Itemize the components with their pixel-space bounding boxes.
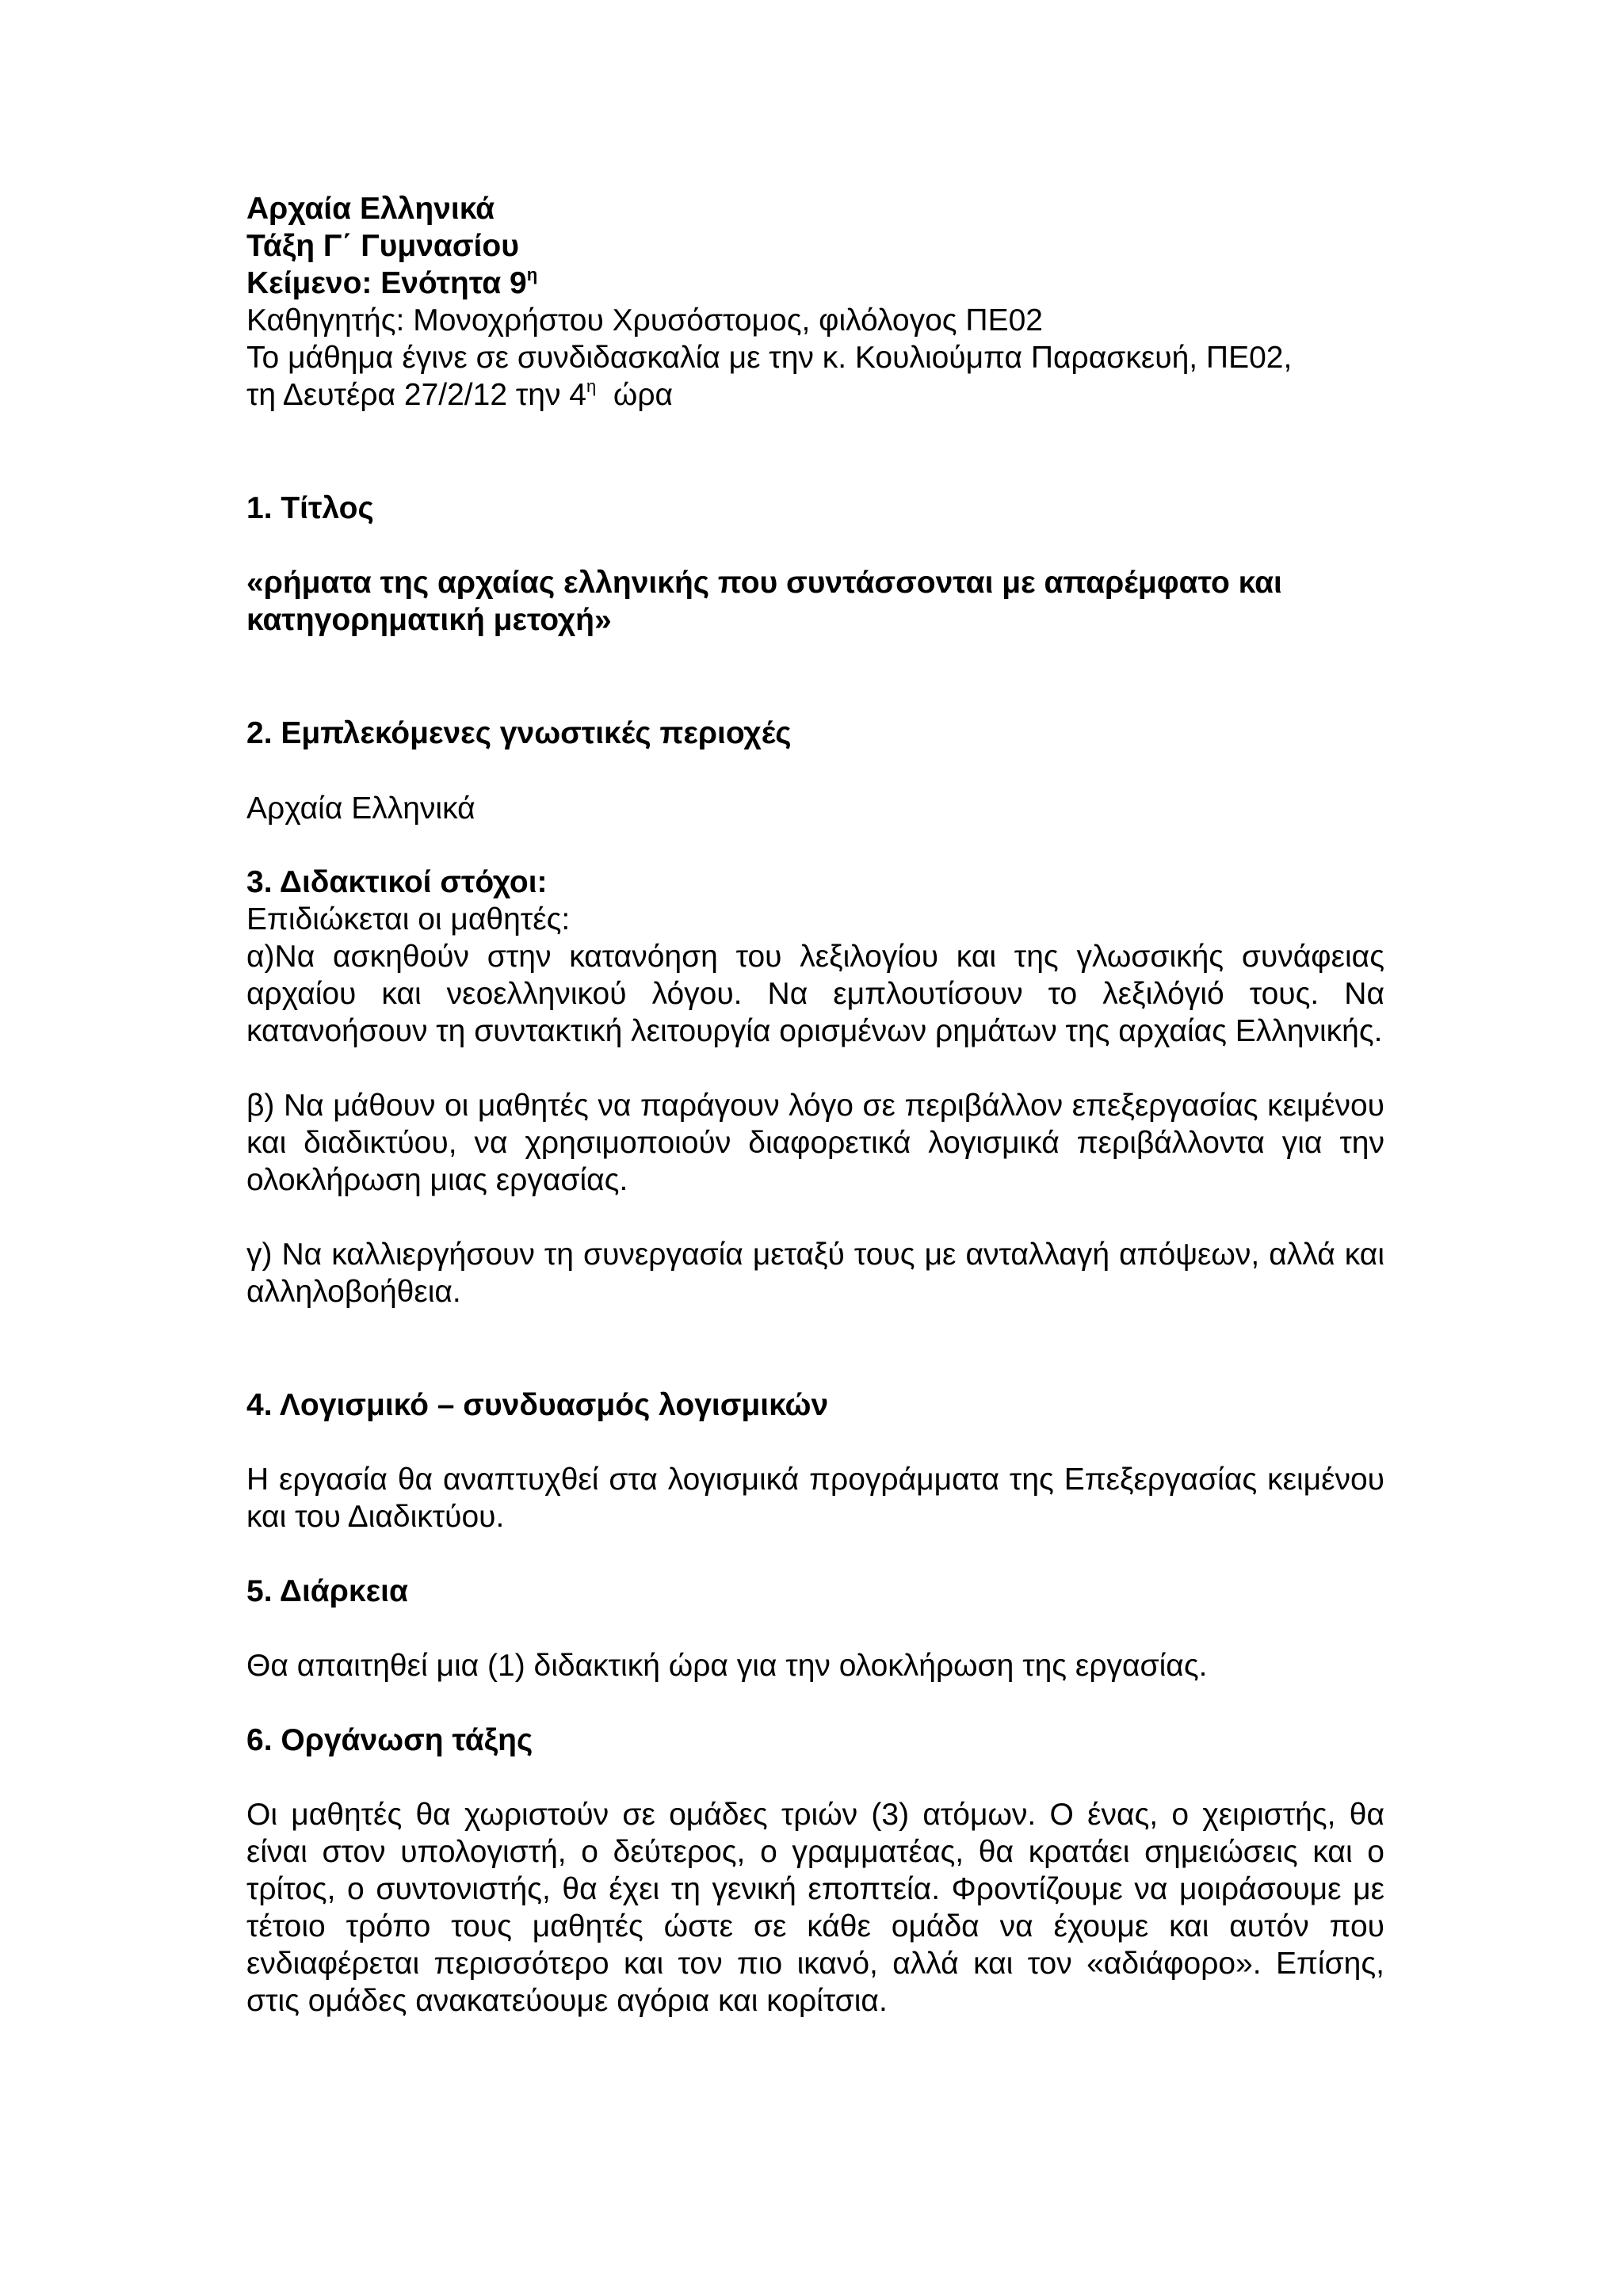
- subject-line: Αρχαία Ελληνικά: [246, 192, 495, 226]
- class-line: Τάξη Γ΄ Γυμνασίου: [246, 229, 519, 263]
- date-suffix: ώρα: [596, 378, 674, 412]
- section-duration-heading: 5. Διάρκεια: [246, 1574, 408, 1608]
- goals-intro: Επιδιώκεται οι μαθητές:: [246, 902, 571, 936]
- document-content: [246, 190, 1384, 2019]
- text-unit-label: Κείμενο: Ενότητα 9: [246, 266, 527, 300]
- section-areas-heading: 2. Εμπλεκόμενες γνωστικές περιοχές: [246, 716, 792, 750]
- goal-a: α)Να ασκηθούν στην κατανόηση του λεξιλογίου και της γλωσσικής συνάφειας αρχαίου και νεοελληνικού λόγου. Να εμπλουτίσουν το λεξιλόγιό τους. Να κατανοήσουν τη συντακτική λειτουργία ορισμένων ρημάτων της αρχαίας Ελληνικής.: [246, 940, 1384, 1048]
- goal-b: β) Να μάθουν οι μαθητές να παράγουν λόγο σε περιβάλλον επεξεργασίας κειμένου και διαδικτύου, να χρησιμοποιούν διαφορετικά λογισμικά περιβάλλοντα για την ολοκλήρωση μιας εργασίας.: [246, 1089, 1384, 1197]
- section-software-text: Η εργασία θα αναπτυχθεί στα λογισμικά προγράμματα της Επεξεργασίας κειμένου και του Διαδικτύου.: [246, 1463, 1384, 1534]
- text-unit-superscript: η: [526, 265, 538, 284]
- date-superscript: η: [586, 376, 597, 396]
- section-duration-text: Θα απαιτηθεί μια (1) διδακτική ώρα για την ολοκλήρωση της εργασίας.: [246, 1649, 1208, 1683]
- section-goals-heading: 3. Διδακτικοί στόχοι:: [246, 865, 548, 899]
- section-organization-text: Οι μαθητές θα χωριστούν σε ομάδες τριών (3) ατόμων. Ο ένας, ο χειριστής, θα είναι στον υπολογιστή, ο δεύτερος, ο γραμματέας, θα κρατάει σημειώσεις και ο τρίτος, ο συντονιστής, θα έχει τη γενική εποπτεία. Φροντίζουμε να μοιράσουμε με τέτοιο τρόπο τους μαθητές ώστε σε κάθε ομάδα να έχουμε και αυτόν που ενδιαφέρεται περισσότερο και τον πιο ικανό, αλλά και τον «αδιάφορο». Επίσης, στις ομάδες ανακατεύουμε αγόρια και κορίτσια.: [246, 1798, 1384, 2018]
- date-line: [246, 376, 1384, 414]
- coteaching-line: Το μάθημα έγινε σε συνδιδασκαλία με την κ. Κουλιούμπα Παρασκευή, ΠΕ02,: [246, 341, 1293, 375]
- date-label: τη Δευτέρα 27/2/12 την 4: [246, 378, 586, 412]
- section-software-heading: 4. Λογισμικό – συνδυασμός λογισμικών: [246, 1388, 829, 1422]
- section-title-heading: 1. Τίτλος: [246, 491, 374, 525]
- teacher-line: Καθηγητής: Μονοχρήστου Χρυσόστομος, φιλόλογος ΠΕ02: [246, 303, 1043, 338]
- section-areas-text: Αρχαία Ελληνικά: [246, 791, 475, 826]
- section-organization-heading: 6. Οργάνωση τάξης: [246, 1723, 533, 1757]
- text-unit-line: [246, 265, 1384, 302]
- section-title-text: «ρήματα της αρχαίας ελληνικής που συντάσσονται με απαρέμφατο και κατηγορηματική μετοχή»: [246, 566, 1282, 637]
- goal-c: γ) Να καλλιεργήσουν τη συνεργασία μεταξύ τους με ανταλλαγή απόψεων, αλλά και αλληλοβοήθεια.: [246, 1238, 1384, 1309]
